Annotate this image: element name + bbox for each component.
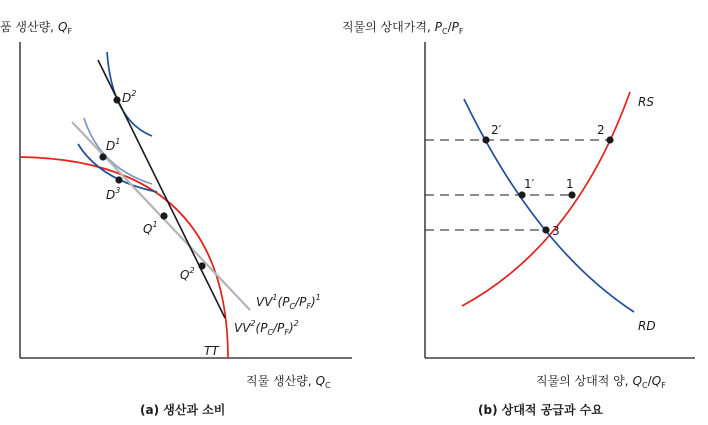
point-q1: [160, 212, 167, 219]
label-d2: $D^2$: [122, 89, 137, 105]
rs-curve: [462, 92, 630, 306]
panel-b-x-axis-title: 직물의 상대적 양, $Q_C/Q_F$: [536, 374, 666, 390]
point-d1: [99, 153, 106, 160]
label-d1: $D^1$: [106, 137, 121, 153]
panel-a-y-axis-title: 품 생산량, $Q_F$: [0, 20, 73, 36]
indifference-curve-d1: [84, 118, 152, 184]
label-rs: RS: [638, 95, 654, 109]
point-2: [606, 136, 613, 143]
panel-b-caption: (b) 상대적 공급과 수요: [478, 403, 603, 417]
panel-b-y-axis-title: 직물의 상대가격, $P_C/P_F$: [342, 20, 464, 36]
label-d3: $D^3$: [106, 186, 121, 202]
rd-curve: [464, 99, 634, 312]
panel-a-x-axis-title: 직물 생산량, $Q_C$: [246, 374, 331, 390]
label-3: 3: [552, 224, 560, 238]
point-1-prime: [518, 191, 525, 198]
label-vv1: $VV^1(P_C/P_F)^1$: [256, 293, 321, 311]
label-2-prime: 2′: [491, 123, 502, 137]
point-d2: [113, 96, 120, 103]
label-1: 1: [566, 177, 574, 191]
label-vv2: $VV^2(P_C/P_F)^2$: [234, 319, 299, 337]
label-q1: $Q^1$: [143, 220, 158, 236]
tt-curve: [20, 157, 228, 358]
label-2: 2: [597, 123, 605, 137]
label-q2: $Q^2$: [180, 266, 195, 282]
point-2-prime: [482, 136, 489, 143]
point-q2: [198, 262, 205, 269]
label-tt: TT: [204, 344, 219, 358]
label-1-prime: 1′: [524, 177, 535, 191]
point-1: [568, 191, 575, 198]
panel-b: [342, 19, 695, 417]
point-d3: [115, 176, 122, 183]
panel-a: [0, 19, 352, 417]
point-3: [542, 226, 549, 233]
label-rd: RD: [638, 319, 656, 333]
panel-a-caption: (a) 생산과 소비: [140, 403, 226, 417]
